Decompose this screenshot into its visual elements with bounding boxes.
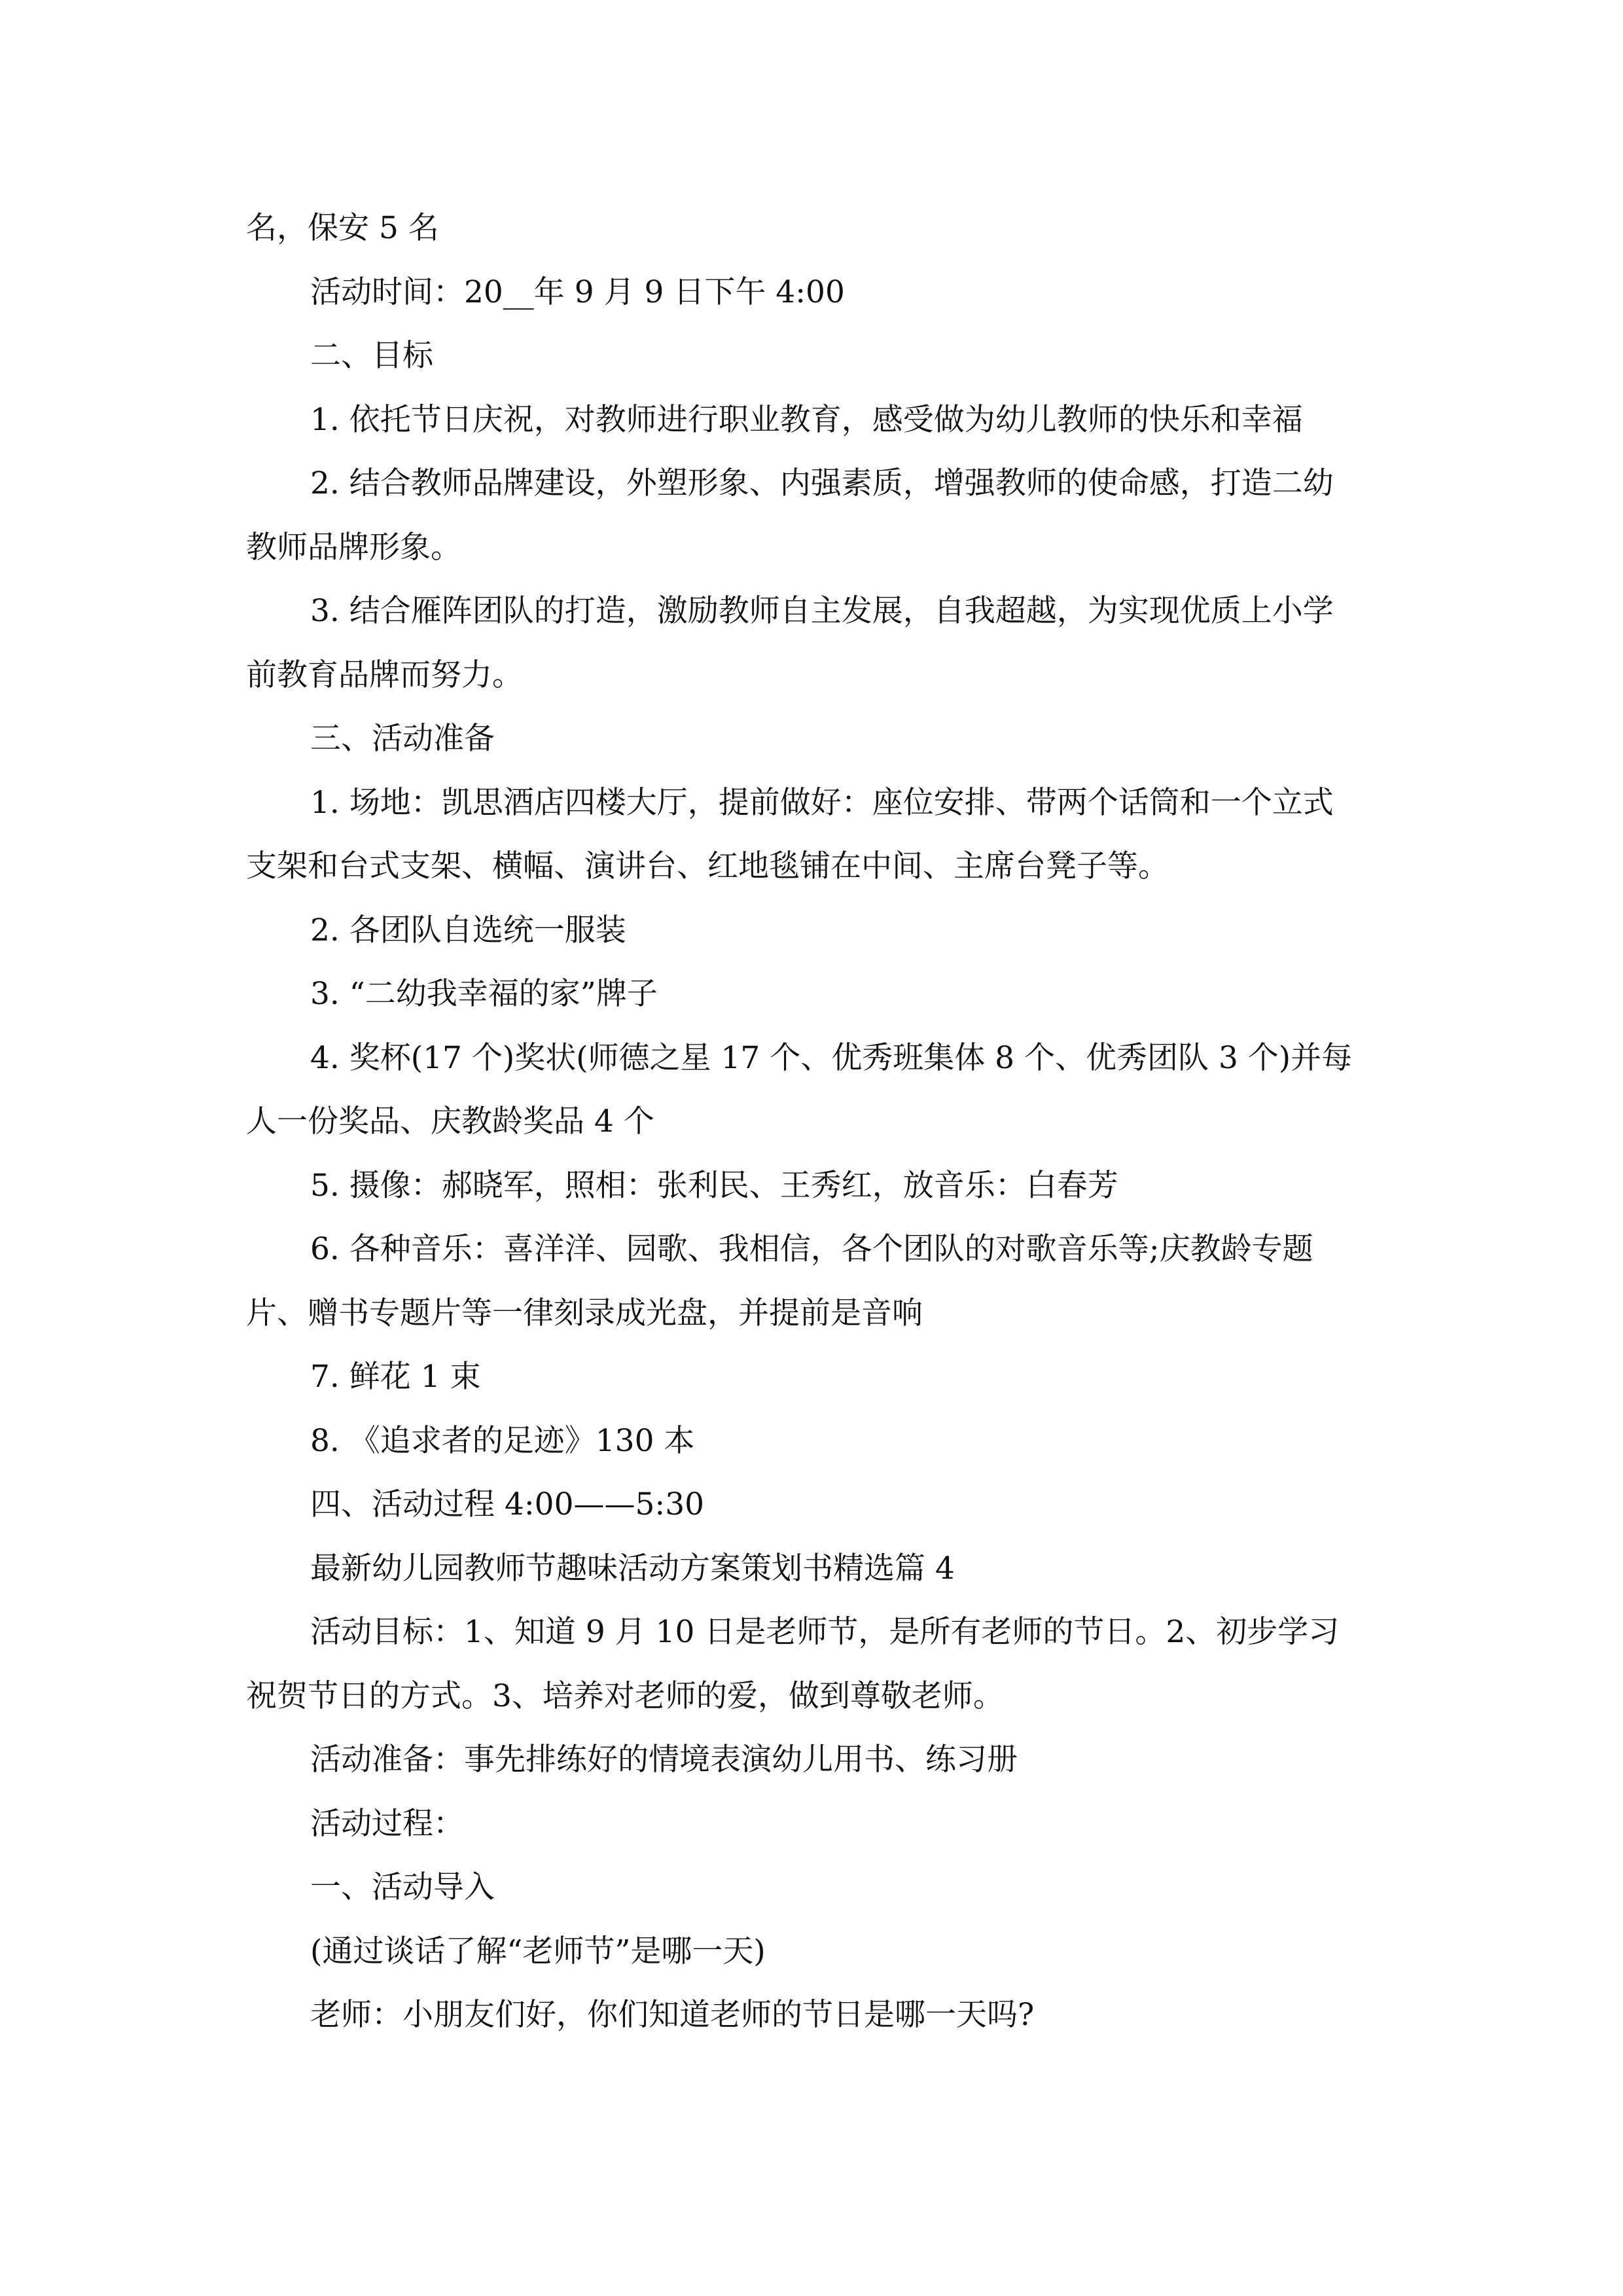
- paragraph-line: 祝贺节日的方式。3、培养对老师的爱，做到尊敬老师。: [246, 1677, 1004, 1714]
- paragraph-line: 2. 各团队自选统一服装: [310, 912, 626, 948]
- paragraph-line: (通过谈话了解“老师节”是哪一天): [310, 1933, 766, 1969]
- article-title: 最新幼儿园教师节趣味活动方案策划书精选篇 4: [310, 1550, 955, 1587]
- paragraph-line: 支架和台式支架、横幅、演讲台、红地毯铺在中间、主席台凳子等。: [246, 848, 1169, 884]
- paragraph-line: 活动目标：1、知道 9 月 10 日是老师节，是所有老师的节日。2、初步学习: [310, 1614, 1340, 1650]
- paragraph-line: 2. 结合教师品牌建设，外塑形象、内强素质，增强教师的使命感，打造二幼: [310, 465, 1334, 501]
- paragraph-line: 1. 依托节日庆祝，对教师进行职业教育，感受做为幼儿教师的快乐和幸福: [310, 401, 1303, 438]
- section-heading-goals: 二、目标: [310, 338, 433, 374]
- paragraph-line: 教师品牌形象。: [246, 529, 461, 565]
- paragraph-line: 8. 《追求者的足迹》130 本: [310, 1422, 695, 1459]
- section-heading-process: 四、活动过程 4:00——5:30: [310, 1486, 705, 1522]
- paragraph-line: 3. “二幼我幸福的家”牌子: [310, 976, 658, 1012]
- paragraph-line: 6. 各种音乐：喜洋洋、园歌、我相信，各个团队的对歌音乐等;庆教龄专题: [310, 1231, 1313, 1267]
- paragraph-line: 前教育品牌而努力。: [246, 656, 523, 693]
- paragraph-line: 老师：小朋友们好，你们知道老师的节日是哪一天吗?: [310, 1997, 1035, 2033]
- section-heading-preparation: 三、活动准备: [310, 721, 495, 757]
- paragraph-line: 人一份奖品、庆教龄奖品 4 个: [246, 1103, 654, 1139]
- paragraph-line: 4. 奖杯(17 个)奖状(师德之星 17 个、优秀班集体 8 个、优秀团队 3 个)并每: [310, 1039, 1353, 1076]
- paragraph-line: 5. 摄像：郝晓军，照相：张利民、王秀红，放音乐：白春芳: [310, 1167, 1118, 1204]
- paragraph-line: 1. 场地：凯思酒店四楼大厅，提前做好：座位安排、带两个话筒和一个立式: [310, 784, 1334, 821]
- paragraph-line: 名，保安 5 名: [246, 210, 439, 246]
- section-heading-intro: 一、活动导入: [310, 1869, 495, 1905]
- paragraph-line: 片、赠书专题片等一律刻录成光盘，并提前是音响: [246, 1295, 923, 1331]
- paragraph-line: 7. 鲜花 1 束: [310, 1359, 481, 1395]
- paragraph-line: 活动准备：事先排练好的情境表演幼儿用书、练习册: [310, 1742, 1018, 1778]
- paragraph-line: 3. 结合雁阵团队的打造，激励教师自主发展，自我超越，为实现优质上小学: [310, 593, 1334, 629]
- paragraph-line: 活动过程：: [310, 1805, 464, 1842]
- activity-time-line: 活动时间：20__年 9 月 9 日下午 4:00: [310, 274, 845, 310]
- document-body: [246, 196, 1385, 2047]
